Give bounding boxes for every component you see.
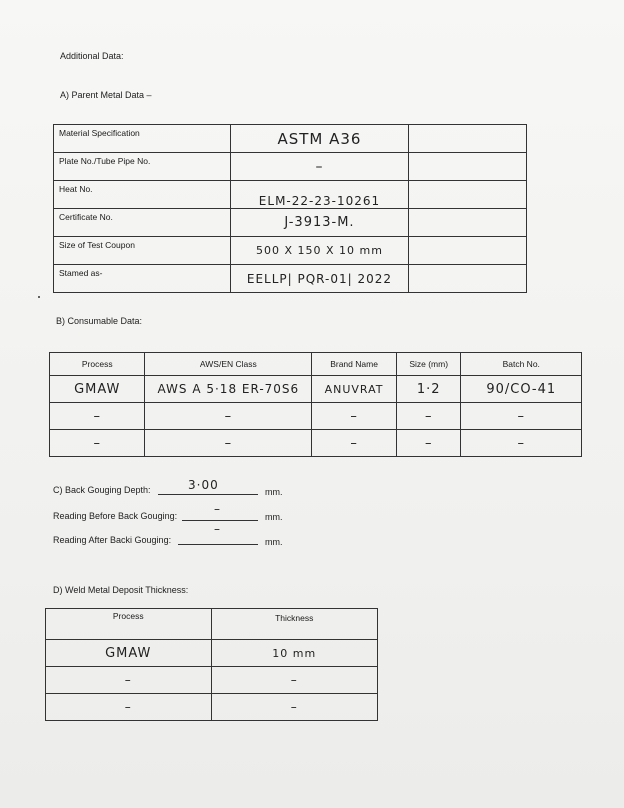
reading-after-unit: mm.	[265, 537, 283, 547]
fill-line	[178, 544, 258, 545]
parent-metal-heading: A) Parent Metal Data –	[60, 90, 152, 100]
row-label: Stamed as-	[54, 265, 231, 293]
table-cell: –	[461, 403, 582, 430]
row-value: –	[230, 153, 409, 181]
table-cell: –	[46, 667, 212, 694]
table-cell: –	[461, 430, 582, 457]
parent-metal-table	[53, 124, 527, 293]
weld-deposit-table	[45, 608, 378, 721]
table-cell: –	[50, 403, 145, 430]
table-cell: –	[50, 430, 145, 457]
column-header: Process	[46, 609, 212, 640]
table-row	[50, 430, 582, 457]
table-cell: 90/CO-41	[461, 376, 582, 403]
empty-cell	[409, 265, 527, 293]
column-header: AWS/EN Class	[145, 353, 312, 376]
row-label: Certificate No.	[54, 209, 231, 237]
table-cell: –	[145, 430, 312, 457]
table-row	[46, 667, 378, 694]
table-row	[50, 376, 582, 403]
table-cell: –	[396, 430, 461, 457]
empty-cell	[409, 237, 527, 265]
row-label: Size of Test Coupon	[54, 237, 231, 265]
table-cell: 10 mm	[211, 640, 378, 667]
row-label: Heat No.	[54, 181, 231, 209]
reading-before-value: –	[214, 502, 221, 516]
table-row	[46, 694, 378, 721]
column-header: Size (mm)	[396, 353, 461, 376]
table-row	[54, 181, 527, 209]
reading-before-unit: mm.	[265, 512, 283, 522]
table-cell: –	[211, 694, 378, 721]
back-gouging-unit: mm.	[265, 487, 283, 497]
table-cell: GMAW	[50, 376, 145, 403]
consumable-table	[49, 352, 582, 457]
reading-after-label: Reading After Backi Gouging:	[53, 535, 172, 545]
reading-after-value: –	[214, 522, 221, 536]
table-cell: –	[145, 403, 312, 430]
column-header: Brand Name	[312, 353, 397, 376]
ink-dot	[38, 296, 40, 298]
table-cell: AWS A 5·18 ER-70S6	[145, 376, 312, 403]
table-cell: GMAW	[46, 640, 212, 667]
table-row	[54, 237, 527, 265]
table-cell: –	[312, 430, 397, 457]
table-cell: –	[312, 403, 397, 430]
weld-deposit-heading: D) Weld Metal Deposit Thickness:	[53, 585, 189, 595]
table-cell: –	[46, 694, 212, 721]
consumable-heading: B) Consumable Data:	[56, 316, 143, 326]
empty-cell	[409, 209, 527, 237]
table-cell: 1·2	[396, 376, 461, 403]
column-header: Batch No.	[461, 353, 582, 376]
table-row	[46, 640, 378, 667]
row-label: Material Specification	[54, 125, 231, 153]
table-header-row	[50, 353, 582, 376]
column-header: Thickness	[211, 609, 378, 640]
table-row	[54, 153, 527, 181]
row-value: EELLP| PQR-01| 2022	[230, 265, 409, 293]
fill-line	[182, 520, 258, 521]
row-value: 500 X 150 X 10 mm	[230, 237, 409, 265]
fill-line	[158, 494, 258, 495]
row-value: J-3913-M.	[230, 209, 409, 237]
table-cell: –	[211, 667, 378, 694]
row-value: ELM-22-23-10261	[230, 181, 409, 209]
reading-before-label: Reading Before Back Gouging:	[53, 511, 178, 521]
table-row	[54, 209, 527, 237]
row-label: Plate No./Tube Pipe No.	[54, 153, 231, 181]
back-gouging-value: 3·00	[188, 478, 219, 492]
additional-data-heading: Additional Data:	[60, 51, 124, 61]
table-cell: ANUVRAT	[312, 376, 397, 403]
empty-cell	[409, 125, 527, 153]
empty-cell	[409, 181, 527, 209]
table-row	[54, 125, 527, 153]
row-value: ASTM A36	[230, 125, 409, 153]
back-gouging-label: C) Back Gouging Depth:	[53, 485, 151, 495]
table-row	[54, 265, 527, 293]
table-row	[50, 403, 582, 430]
table-cell: –	[396, 403, 461, 430]
column-header: Process	[50, 353, 145, 376]
empty-cell	[409, 153, 527, 181]
table-header-row	[46, 609, 378, 640]
